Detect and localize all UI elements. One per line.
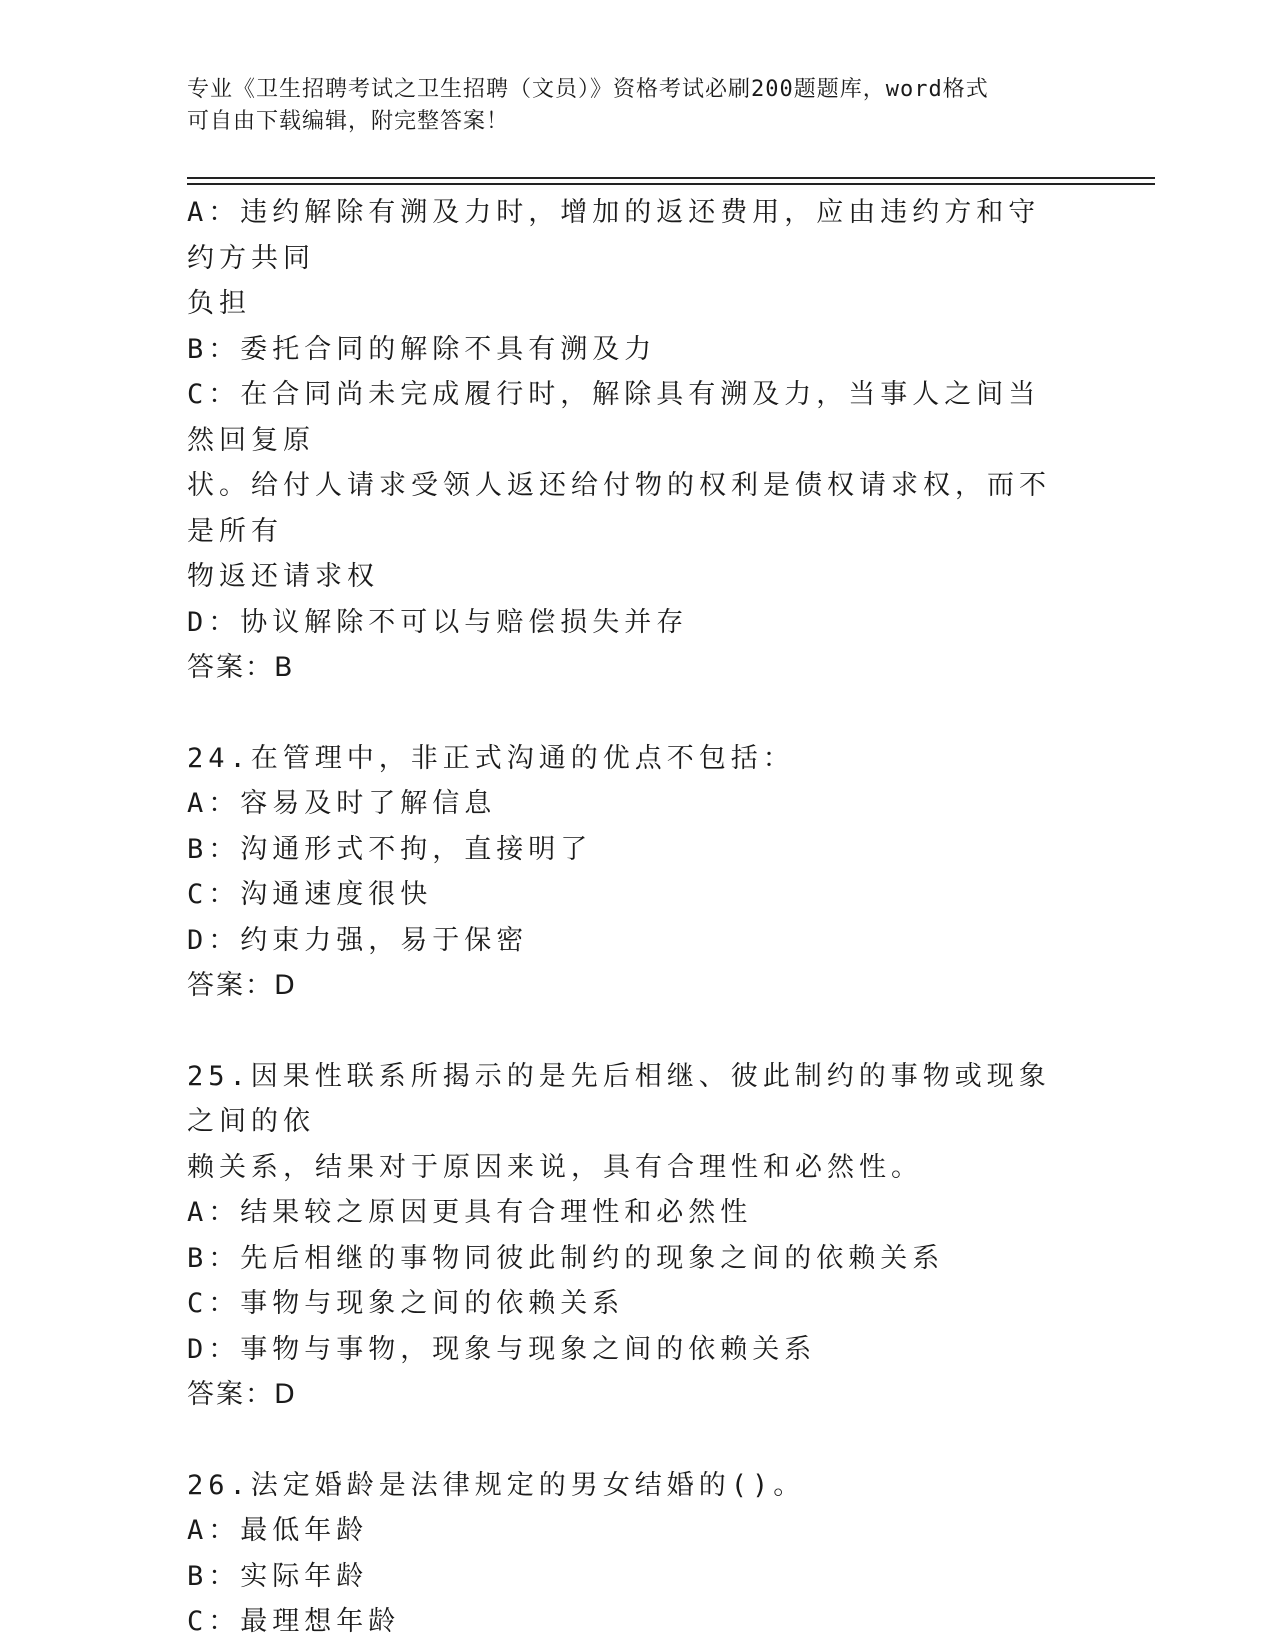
- q25-option-a: A：结果较之原因更具有合理性和必然性: [187, 1197, 753, 1228]
- question-26-block: [187, 1463, 1067, 1645]
- q23-option-a-line-1: A：违约解除有溯及力时，增加的返还费用，应由违约方和守约方共同: [187, 197, 1041, 274]
- question-content: [187, 190, 1067, 1645]
- q25-option-d: D：事物与事物，现象与现象之间的依赖关系: [187, 1333, 817, 1365]
- q25-option-b: B：先后相继的事物同彼此制约的现象之间的依赖关系: [187, 1242, 945, 1274]
- header-divider-top: [187, 177, 1155, 179]
- document-header: [187, 74, 1067, 138]
- q26-stem: 26.法定婚龄是法律规定的男女结婚的()。: [187, 1469, 806, 1501]
- q23-option-c-line-2: 状。给付人请求受领人返还给付物的权利是债权请求权，而不是所有: [187, 470, 1051, 547]
- q23-answer: 答案：B: [187, 652, 295, 683]
- header-line-2: 可自由下载编辑，附完整答案！: [187, 109, 510, 134]
- question-23-block: [187, 190, 1067, 691]
- q25-option-c: C：事物与现象之间的依赖关系: [187, 1288, 625, 1319]
- q24-option-d: D：约束力强，易于保密: [187, 924, 529, 956]
- q23-option-d: D：协议解除不可以与赔偿损失并存: [187, 606, 689, 638]
- q26-option-b: B：实际年龄: [187, 1560, 369, 1592]
- q24-option-b: B：沟通形式不拘，直接明了: [187, 833, 593, 865]
- q26-option-c: C：最理想年龄: [187, 1606, 401, 1637]
- q23-option-c-line-1: C：在合同尚未完成履行时，解除具有溯及力，当事人之间当然回复原: [187, 379, 1041, 456]
- q24-answer: 答案：D: [187, 970, 297, 1001]
- header-line-1: 专业《卫生招聘考试之卫生招聘（文员）》资格考试必刷200题题库，word格式: [187, 77, 989, 102]
- q25-stem-line-2: 赖关系，结果对于原因来说，具有合理性和必然性。: [187, 1151, 923, 1183]
- question-25-block: [187, 1054, 1067, 1418]
- q24-stem: 24.在管理中，非正式沟通的优点不包括：: [187, 742, 795, 774]
- question-24-block: [187, 736, 1067, 1009]
- header-divider-bottom: [187, 183, 1155, 185]
- q25-answer: 答案：D: [187, 1379, 297, 1410]
- q25-stem-line-1: 25.因果性联系所揭示的是先后相继、彼此制约的事物或现象之间的依: [187, 1060, 1051, 1137]
- q23-option-a-line-2: 负担: [187, 288, 251, 319]
- q24-option-c: C：沟通速度很快: [187, 879, 433, 910]
- q23-option-c-line-3: 物返还请求权: [187, 561, 379, 592]
- q23-option-b: B：委托合同的解除不具有溯及力: [187, 333, 657, 365]
- q26-option-a: A：最低年龄: [187, 1515, 369, 1546]
- q24-option-a: A：容易及时了解信息: [187, 788, 497, 819]
